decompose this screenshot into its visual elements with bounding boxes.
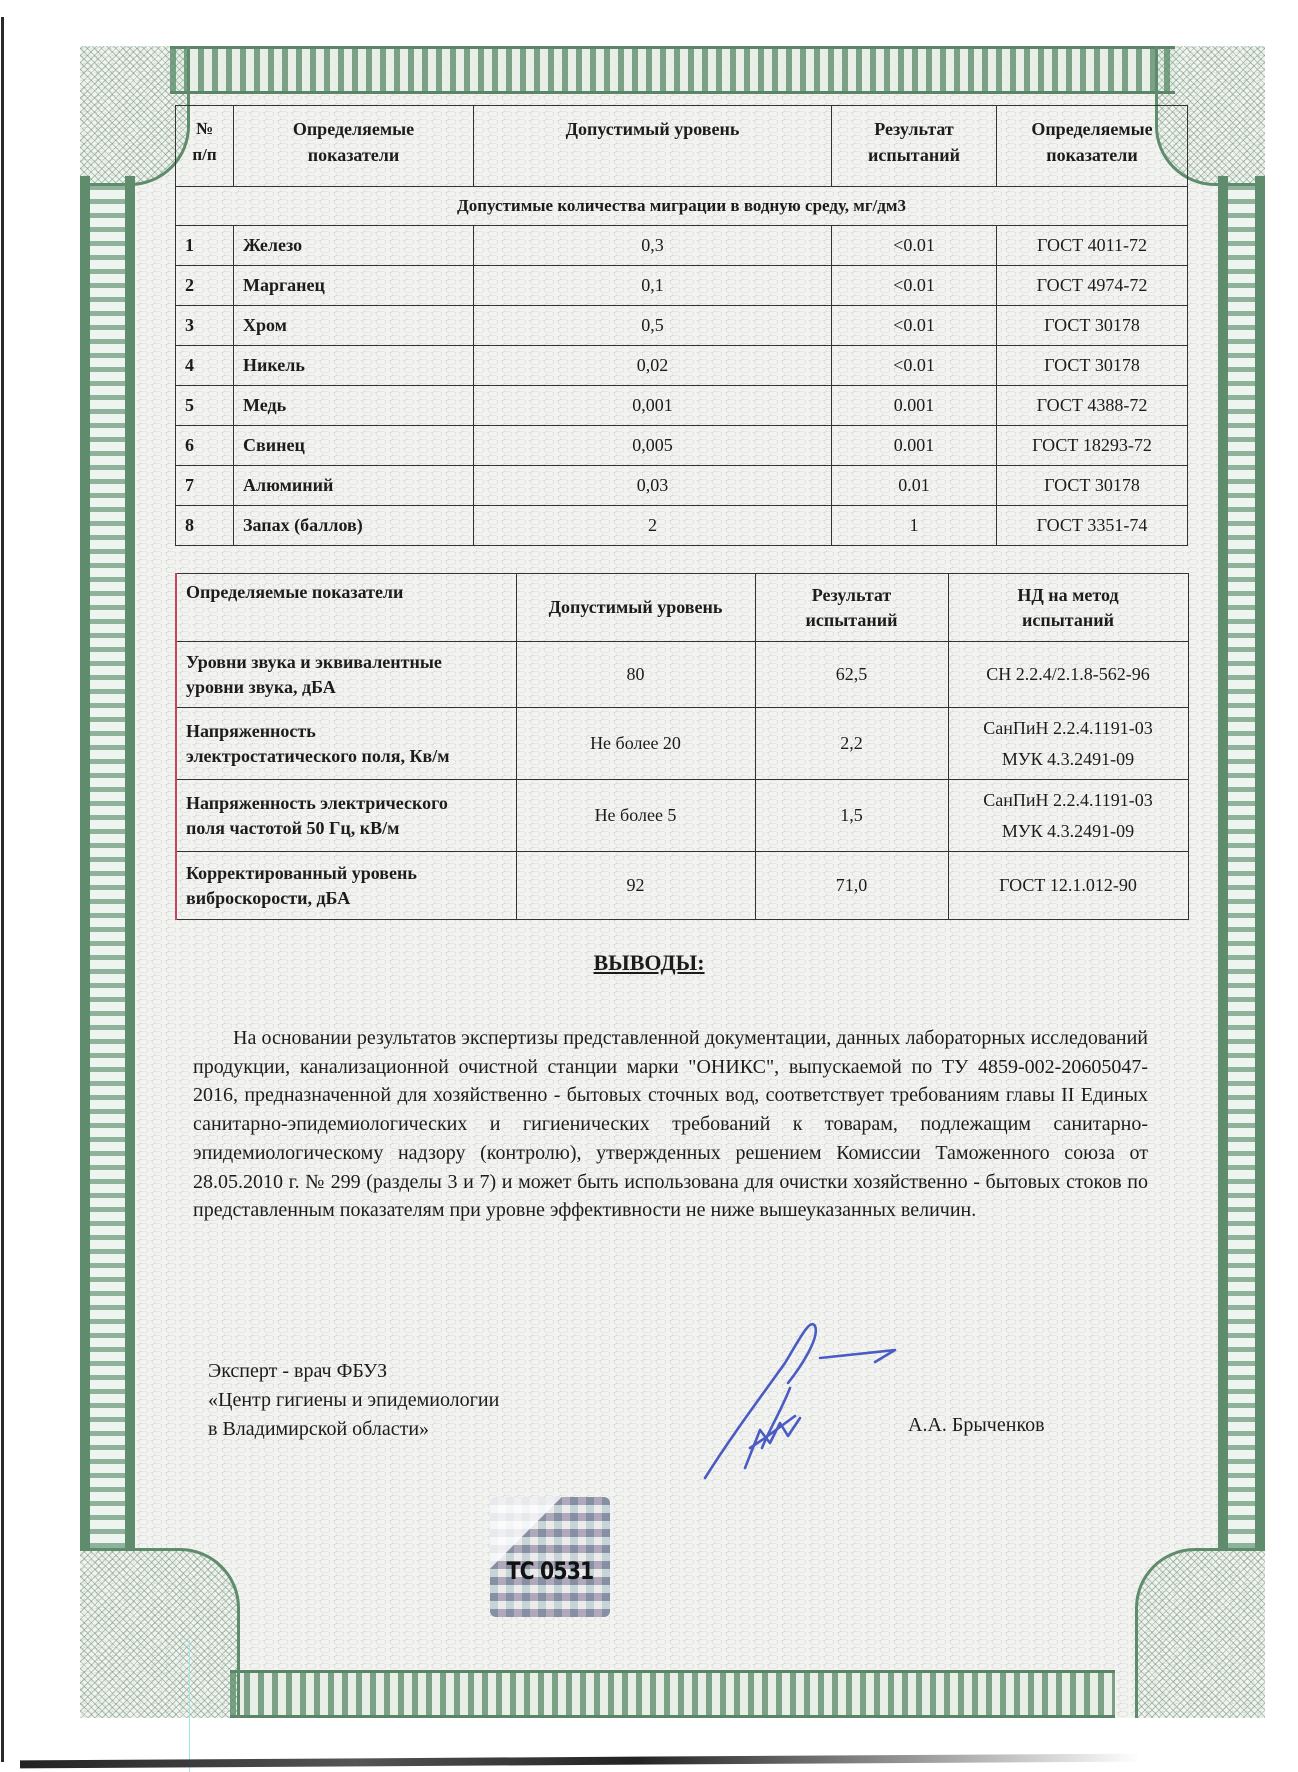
header-text: Допустимый уровень — [565, 119, 740, 139]
method-line: СанПиН 2.2.4.1191-03 — [983, 789, 1153, 810]
table-row — [176, 708, 1188, 780]
hologram-code: TC 0531 — [506, 1557, 594, 1585]
method-line: СН 2.2.4/2.1.8-562-96 — [986, 664, 1150, 684]
row-indicator — [176, 780, 516, 852]
row-indicator: Хром — [234, 306, 474, 346]
row-allowed: 80 — [516, 642, 755, 708]
scan-bottom-line — [20, 1754, 1140, 1769]
row-indicator: Железо — [234, 226, 474, 266]
row-num: 4 — [176, 346, 234, 386]
row-allowed: 0,3 — [474, 226, 832, 266]
header-result — [832, 106, 997, 187]
method-line: МУК 4.3.2491-09 — [1001, 820, 1135, 841]
scan-edge-line — [1, 17, 4, 1762]
row-allowed: 0,1 — [474, 266, 832, 306]
conclusions-paragraph: На основании результатов экспертизы представленной документации, данных лабораторных исследований продукции, канализационной очистной станции марки "ОНИКС", выпускаемой по ТУ 4859-002-20605047-2016, предназначенной для хозяйственно - бытовых сточных вод, соответствует требованиям главы II Единых санитарно-эпидемиологических и гигиенических требований к товарам, подлежащим санитарно-эпидемиологическому надзору (контролю), утвержденных решением Комиссии Таможенного союза от 28.05.2010 г. № 299 (разделы 3 и 7) и может быть использована для очистки хозяйственно - бытовых стоков по представленным показателям при уровне эффективности не ниже вышеуказанных величин. — [193, 1027, 1148, 1222]
frame-top-border — [170, 46, 1175, 94]
header-indicator: Определяемые показатели — [176, 574, 516, 642]
row-method — [948, 642, 1188, 708]
row-result: 2,2 — [755, 708, 948, 780]
indicator-line: электростатического поля, Кв/м — [186, 745, 450, 766]
header-text: Определяемые — [292, 119, 415, 139]
header-text: показатели — [307, 145, 400, 165]
row-allowed: 0,001 — [474, 386, 832, 426]
expert-title-line: в Владимирской области» — [208, 1418, 430, 1440]
method-line: ГОСТ 12.1.012-90 — [999, 875, 1137, 895]
row-num: 8 — [176, 506, 234, 546]
table-row — [176, 466, 1188, 506]
table-row — [176, 226, 1188, 266]
header-text: НД на метод — [1017, 584, 1119, 605]
table-row — [176, 386, 1188, 426]
row-method — [948, 852, 1188, 920]
table-row — [176, 780, 1188, 852]
table-header-row — [176, 106, 1188, 187]
header-text: испытаний — [805, 609, 898, 630]
row-method: ГОСТ 30178 — [997, 306, 1188, 346]
row-result: 71,0 — [755, 852, 948, 920]
row-method: ГОСТ 4388-72 — [997, 386, 1188, 426]
row-result: <0.01 — [832, 346, 997, 386]
header-indicator — [234, 106, 474, 187]
method-line: МУК 4.3.2491-09 — [1001, 748, 1135, 769]
expert-name: А.А. Брыченков — [908, 1414, 1045, 1436]
row-allowed: 0,5 — [474, 306, 832, 346]
indicator-line: уровни звука, дБА — [186, 676, 336, 697]
row-indicator: Никель — [234, 346, 474, 386]
header-num — [176, 106, 234, 187]
section-row — [176, 187, 1188, 226]
row-num: 3 — [176, 306, 234, 346]
header-text: Определяемые — [1031, 119, 1153, 139]
table-row — [176, 346, 1188, 386]
hologram-sticker — [490, 1497, 610, 1617]
table-header-row — [176, 574, 1188, 642]
section-title: Допустимые количества миграции в водную среду, мг/дм3 — [176, 187, 1188, 226]
header-text: испытаний — [868, 145, 960, 165]
header-text: п/п — [192, 145, 217, 164]
header-method — [948, 574, 1188, 642]
table-row — [176, 852, 1188, 920]
frame-right-border — [1218, 176, 1265, 1548]
header-text: № — [195, 119, 214, 138]
row-indicator — [176, 708, 516, 780]
row-indicator — [176, 852, 516, 920]
header-text: Результат — [874, 119, 954, 139]
row-indicator: Алюминий — [234, 466, 474, 506]
row-method: ГОСТ 30178 — [997, 346, 1188, 386]
row-allowed: Не более 20 — [516, 708, 755, 780]
scan-artifact-line — [189, 1640, 190, 1772]
row-num: 6 — [176, 426, 234, 466]
row-result: 0.01 — [832, 466, 997, 506]
row-allowed: 2 — [474, 506, 832, 546]
table-row — [176, 642, 1188, 708]
conclusions-title: ВЫВОДЫ: — [593, 950, 705, 975]
row-indicator: Медь — [234, 386, 474, 426]
row-result: <0.01 — [832, 306, 997, 346]
table-row — [176, 506, 1188, 546]
row-allowed: 0,03 — [474, 466, 832, 506]
row-allowed: 0,02 — [474, 346, 832, 386]
indicator-line: поля частотой 50 Гц, кВ/м — [186, 817, 400, 838]
frame-corner-ornament — [1135, 1548, 1265, 1718]
row-num: 7 — [176, 466, 234, 506]
row-result: 62,5 — [755, 642, 948, 708]
header-text: Результат — [811, 584, 892, 605]
indicator-line: Напряженность — [186, 720, 316, 741]
header-result — [755, 574, 948, 642]
method-line: СанПиН 2.2.4.1191-03 — [983, 717, 1153, 738]
expert-title-line: Эксперт - врач ФБУЗ — [208, 1360, 388, 1382]
migration-table — [175, 105, 1188, 546]
table-row — [176, 306, 1188, 346]
row-indicator: Запах (баллов) — [234, 506, 474, 546]
row-method: ГОСТ 30178 — [997, 466, 1188, 506]
frame-corner-ornament — [80, 1548, 240, 1718]
row-method — [948, 780, 1188, 852]
expert-title-block — [208, 1357, 499, 1444]
row-allowed: 92 — [516, 852, 755, 920]
header-method — [997, 106, 1188, 187]
row-method: ГОСТ 3351-74 — [997, 506, 1188, 546]
row-num: 5 — [176, 386, 234, 426]
header-allowed — [474, 106, 832, 187]
table-row — [176, 426, 1188, 466]
physical-factors-table — [175, 573, 1189, 920]
row-result: 0.001 — [832, 386, 997, 426]
row-indicator: Свинец — [234, 426, 474, 466]
row-method: ГОСТ 4011-72 — [997, 226, 1188, 266]
frame-bottom-border — [230, 1670, 1115, 1718]
expert-title-line: «Центр гигиены и эпидемиологии — [208, 1389, 500, 1411]
header-text: испытаний — [1022, 609, 1114, 630]
row-result: <0.01 — [832, 266, 997, 306]
row-allowed: 0,005 — [474, 426, 832, 466]
frame-left-border — [80, 176, 135, 1548]
signature-icon — [700, 1318, 935, 1483]
indicator-line: Напряженность электрического — [186, 792, 448, 813]
indicator-line: Корректированный уровень — [186, 862, 417, 883]
row-method: ГОСТ 4974-72 — [997, 266, 1188, 306]
table-row — [176, 266, 1188, 306]
row-result: 0.001 — [832, 426, 997, 466]
row-method — [948, 708, 1188, 780]
indicator-line: виброскорости, дБА — [186, 887, 351, 908]
header-text: показатели — [1046, 145, 1138, 165]
row-num: 2 — [176, 266, 234, 306]
frame-corner-ornament — [80, 46, 190, 186]
row-num: 1 — [176, 226, 234, 266]
row-indicator: Марганец — [234, 266, 474, 306]
row-indicator — [176, 642, 516, 708]
row-method: ГОСТ 18293-72 — [997, 426, 1188, 466]
row-result: <0.01 — [832, 226, 997, 266]
header-allowed: Допустимый уровень — [516, 574, 755, 642]
row-result: 1 — [832, 506, 997, 546]
indicator-line: Уровни звука и эквивалентные — [186, 651, 442, 672]
row-allowed: Не более 5 — [516, 780, 755, 852]
row-result: 1,5 — [755, 780, 948, 852]
